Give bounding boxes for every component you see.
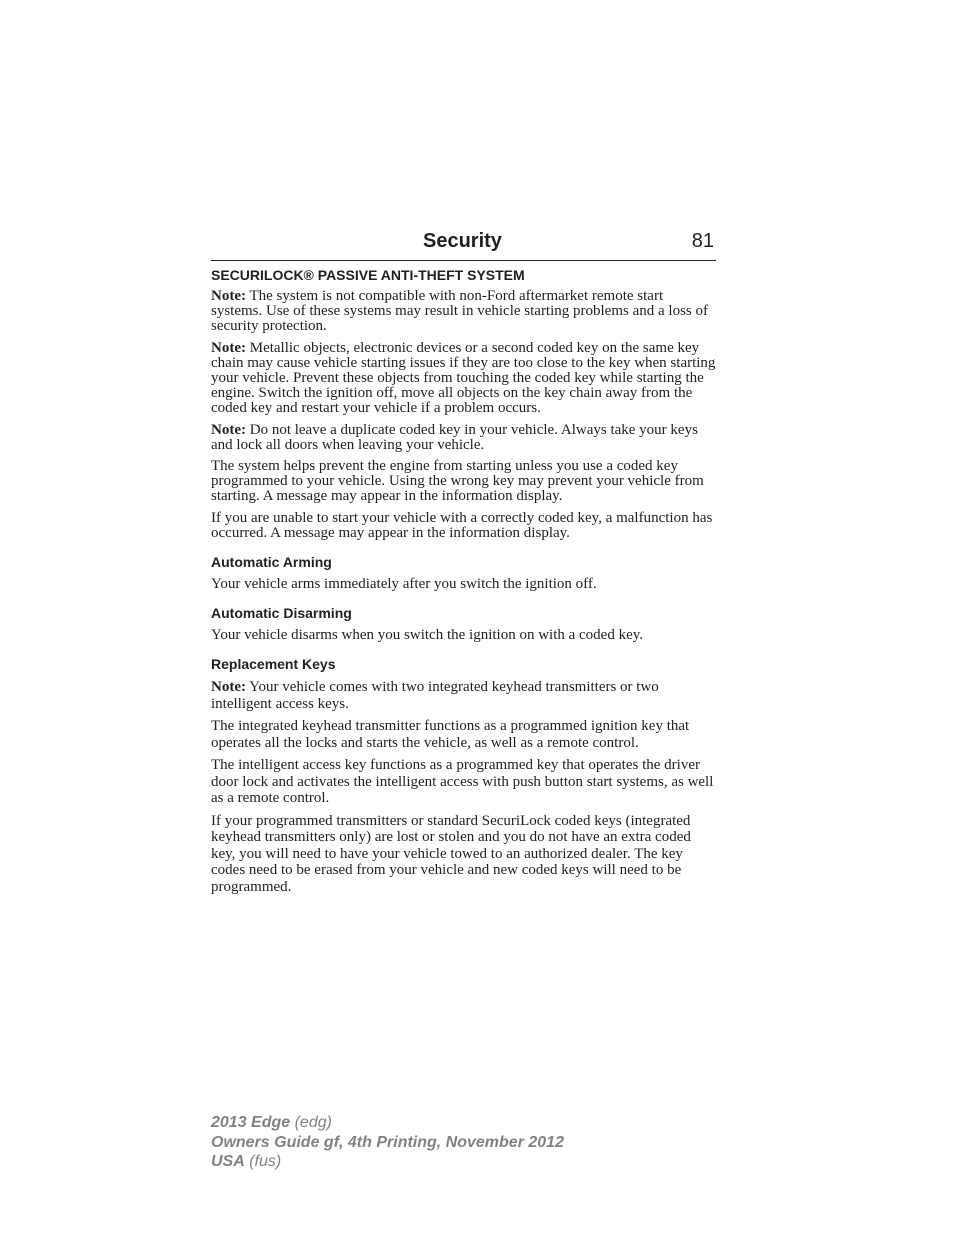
- page-content: [211, 267, 717, 901]
- body-paragraph: Your vehicle disarms when you switch the ignition on with a coded key.: [211, 627, 644, 644]
- note-text: Your vehicle comes with two integrated keyhead transmitters or two intelligent access keys.: [211, 679, 659, 712]
- note-label: Note:: [211, 679, 246, 696]
- subheading-replacement-keys: Replacement Keys: [211, 656, 336, 673]
- section-title: Security: [423, 230, 502, 252]
- note-text: Metallic objects, electronic devices or a second coded key on the same key chain may cause vehicle starting issues if they are too close to the key when starting your vehicle. Prevent these objects from touching the coded key while starting the engine. Switch the ignition off, move all objects on the key chain away from the coded key and restart your vehicle if a problem occurs.: [211, 339, 716, 417]
- subheading-automatic-disarming: Automatic Disarming: [211, 605, 352, 622]
- footer-market-code: (fus): [244, 1153, 282, 1170]
- page-header: [211, 228, 716, 261]
- page-number: 81: [691, 230, 714, 252]
- body-paragraph: If you are unable to start your vehicle with a correctly coded key, a malfunction has occurred. A message may appear in the information display.: [211, 509, 713, 541]
- page-footer: [211, 1113, 564, 1172]
- note-label: Note:: [211, 339, 246, 356]
- footer-market-line: [211, 1152, 564, 1172]
- note-paragraph: [211, 341, 717, 417]
- subheading-automatic-arming: Automatic Arming: [211, 554, 332, 571]
- note-paragraph: [211, 679, 717, 712]
- body-paragraph: The system helps prevent the engine from starting unless you use a coded key programmed to your vehicle. Using the wrong key may prevent your vehicle from starting. A message may appear in the information display.: [211, 458, 704, 505]
- note-label: Note:: [211, 288, 246, 304]
- note-text: The system is not compatible with non-Ford aftermarket remote start systems. Use of these systems may result in vehicle starting problems and a loss of security protection.: [211, 288, 708, 335]
- footer-guide-line: Owners Guide gf, 4th Printing, November 2012: [211, 1133, 564, 1151]
- footer-market: USA: [211, 1153, 245, 1170]
- body-paragraph: The integrated keyhead transmitter functions as a programmed ignition key that operates all the locks and starts the vehicle, as well as a remote control.: [211, 718, 690, 751]
- note-label: Note:: [211, 421, 246, 438]
- note-paragraph: [211, 423, 717, 453]
- section-heading: SECURILOCK® PASSIVE ANTI-THEFT SYSTEM: [211, 267, 525, 283]
- body-paragraph: If your programmed transmitters or standard SecuriLock coded keys (integrated keyhead transmitters only) are lost or stolen and you do not have an extra coded key, you will need to have your vehicle towed to an authorized dealer. The key codes need to be erased from your vehicle and new coded keys will need to be programmed.: [211, 812, 691, 895]
- footer-model-code: (edg): [290, 1114, 332, 1131]
- note-paragraph: [211, 289, 717, 335]
- note-text: Do not leave a duplicate coded key in your vehicle. Always take your keys and lock all doors when leaving your vehicle.: [211, 421, 698, 453]
- footer-model-line: [211, 1113, 564, 1133]
- footer-model: 2013 Edge: [211, 1114, 291, 1131]
- body-paragraph: The intelligent access key functions as a programmed key that operates the driver door lock and activates the intelligent access with push button start systems, as well as a remote control.: [211, 757, 714, 807]
- body-paragraph: Your vehicle arms immediately after you switch the ignition off.: [211, 576, 597, 593]
